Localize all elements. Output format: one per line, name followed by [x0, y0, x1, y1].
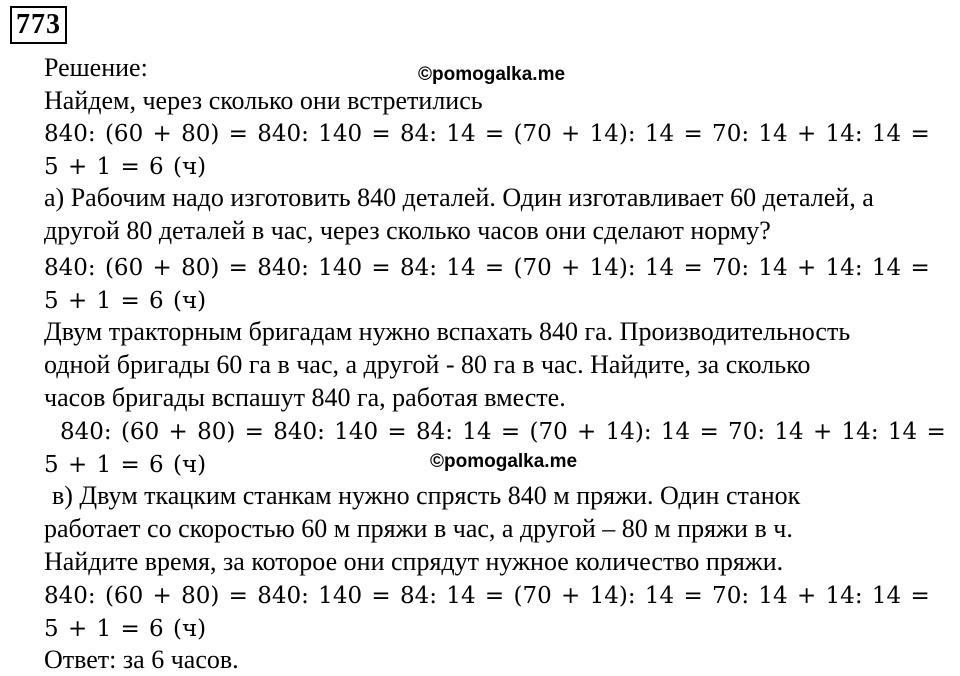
equation-line: 840: (60 + 80) = 840: 140 = 84: 14 = (70 + 14): 14 = 70: 14 + 14: 14 = — [44, 583, 930, 609]
equation-result: 5 + 1 = 6 (ч) — [44, 154, 207, 180]
text-line: одной бригады 60 га в час, а другой - 80 га в час. Найдите, за сколько — [44, 350, 811, 379]
solution-heading: Решение: — [44, 53, 148, 82]
text-line: а) Рабочим надо изготовить 840 деталей. Один изготавливает 60 деталей, а — [44, 183, 874, 212]
watermark-middle: ©pomogalka.me — [430, 451, 578, 472]
text-line: Найдите время, за которое они спрядут нужное количество пряжи. — [44, 547, 784, 576]
text-line: другой 80 деталей в час, через сколько часов они сделают норму? — [44, 216, 771, 245]
text-line: работает со скоростью 60 м пряжи в час, а другой – 80 м пряжи в ч. — [44, 514, 793, 543]
problem-number: 773 — [10, 6, 67, 44]
text-line: Найдем, через сколько они встретились — [44, 86, 483, 115]
equation-line: 840: (60 + 80) = 840: 140 = 84: 14 = (70 + 14): 14 = 70: 14 + 14: 14 = — [60, 419, 946, 445]
text-line: Двум тракторным бригадам нужно вспахать 840 га. Производительность — [44, 317, 851, 346]
watermark-top: ©pomogalka.me — [418, 64, 566, 85]
equation-line: 840: (60 + 80) = 840: 140 = 84: 14 = (70 + 14): 14 = 70: 14 + 14: 14 = — [44, 121, 930, 147]
text-line: в) Двум ткацким станкам нужно спрясть 840 м пряжи. Один станок — [52, 481, 801, 510]
equation-line: 840: (60 + 80) = 840: 140 = 84: 14 = (70 + 14): 14 = 70: 14 + 14: 14 = — [44, 255, 930, 281]
equation-result: 5 + 1 = 6 (ч) — [44, 616, 207, 642]
answer-line: Ответ: за 6 часов. — [44, 645, 239, 674]
equation-result: 5 + 1 = 6 (ч) — [44, 288, 207, 314]
equation-result: 5 + 1 = 6 (ч) — [44, 452, 207, 478]
text-line: часов бригады вспашут 840 га, работая вместе. — [44, 383, 566, 412]
